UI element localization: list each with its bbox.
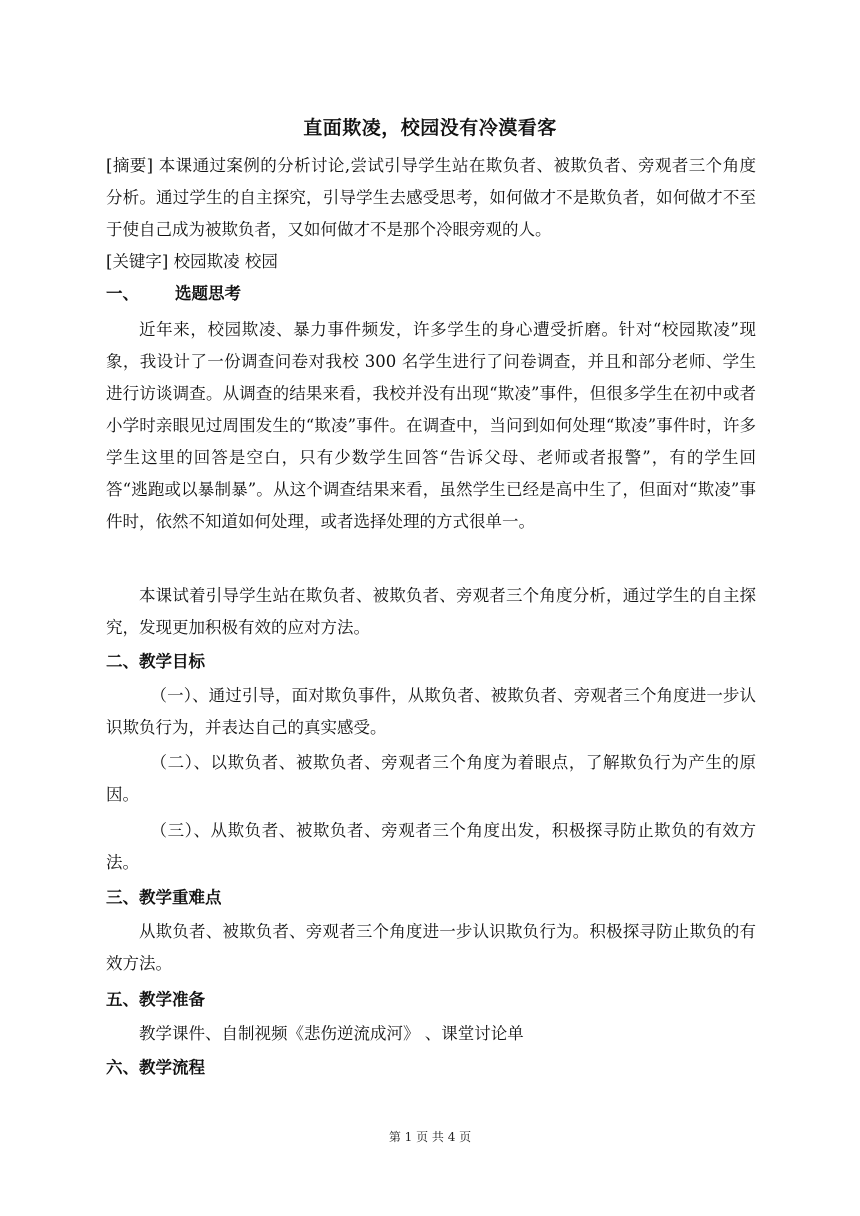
goal-item-1: （一）、通过引导，面对欺负事件，从欺负者、被欺负者、旁观者三个角度进一步认识欺负行为，并表达自己的真实感受。 xyxy=(106,686,756,737)
section-heading-text: 选题思考 xyxy=(175,284,241,303)
topic-paragraph-2: 本课试着引导学生站在欺负者、被欺负者、旁观者三个角度分析，通过学生的自主探究，发现更加积极有效的应对方法。 xyxy=(106,586,756,637)
goal-item-2: （二）、以欺负者、被欺负者、旁观者三个角度为着眼点，了解欺负行为产生的原因。 xyxy=(106,753,756,804)
goal-item-3: （三）、从欺负者、被欺负者、旁观者三个角度出发，积极探寻防止欺负的有效方法。 xyxy=(106,821,756,872)
section-heading-preparation: 五、教学准备 xyxy=(106,990,205,1009)
section-heading-goals: 二、教学目标 xyxy=(106,652,205,671)
abstract-paragraph: [摘要] 本课通过案例的分析讨论,尝试引导学生站在欺负者、被欺负者、旁观者三个角度分析。通过学生的自主探究，引导学生去感受思考，如何做才不是欺负者，如何做才不至于使自己成为被欺负者，又如何做才不是那个冷眼旁观的人。 xyxy=(106,156,756,239)
section-heading-key-points: 三、教学重难点 xyxy=(106,888,222,907)
page-footer: 第 1 页 共 4 页 xyxy=(388,1130,472,1144)
section-heading-topic xyxy=(106,278,241,310)
key-points-paragraph: 从欺负者、被欺负者、旁观者三个角度进一步认识欺负行为。积极探寻防止欺负的有效方法。 xyxy=(106,922,756,973)
topic-paragraph-1: 近年来，校园欺凌、暴力事件频发，许多学生的身心遭受折磨。针对“校园欺凌”现象，我设计了一份调查问卷对我校 300 名学生进行了问卷调查，并且和部分老师、学生进行访谈调查。从调查的结果来看，我校并没有出现“欺凌”事件，但很多学生在初中或者小学时亲眼见过周围发生的“欺凌”事件。在调查中，当问到如何处理“欺凌”事件时，许多学生这里的回答是空白，只有少数学生回答“告诉父母、老师或者报警”，有的学生回答“逃跑或以暴制暴”。从这个调查结果来看，虽然学生已经是高中生了，但面对“欺凌”事件时，依然不知道如何处理，或者选择处理的方式很单一。 xyxy=(106,320,756,531)
preparation-paragraph: 教学课件、自制视频《悲伤逆流成河》 、课堂讨论单 xyxy=(139,1024,524,1043)
keywords-line: [关键字] 校园欺凌 校园 xyxy=(106,252,278,271)
section-heading-flow: 六、教学流程 xyxy=(106,1058,205,1077)
section-number: 一、 xyxy=(106,284,139,303)
document-title: 直面欺凌，校园没有冷漠看客 xyxy=(303,117,557,139)
